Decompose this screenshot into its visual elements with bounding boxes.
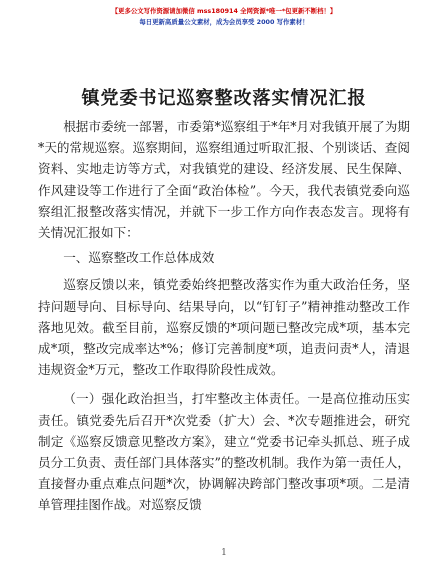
page-number: 1 xyxy=(221,548,227,558)
section-heading: 一、巡察整改工作总体成效 xyxy=(63,250,215,266)
intro-paragraph: 根据市委统一部署，市委第*巡察组于*年*月对我镇开展了为期*天的常规巡察。巡察期间，巡察组通过听取汇报、个别谈话、查阅资料、实地走访等方式，对我镇党的建设、经济发展、民生保障、作风建设等工作进行了全面“政治体检”。今天，我代表镇党委向巡察组汇报整改落实情况，并就下一步工作方向作表态发言。现将有关情况汇报如下： xyxy=(38,119,410,241)
banner-member-line: 每日更新高质量公文素材，成为会员享受 2000 写作素材！ xyxy=(139,18,309,26)
summary-paragraph: 巡察反馈以来，镇党委始终把整改落实作为重大政治任务，坚持问题导向、目标导向、结果导向，以“钉钉子”精神推动整改工作落地见效。截至目前，巡察反馈的*项问题已整改完成*项，基本完成*项，整改完成率达*%；修订完善制度*项，追责问责*人，清退违规资金*万元，整改工作取得阶段性成效。 xyxy=(38,277,410,378)
banner-promo-line: 【更多公文写作资源请加微信 mss180914 全网资源*唯一*包更新不断档！】 xyxy=(111,7,337,15)
document-body xyxy=(38,116,410,516)
subsection-paragraph: （一）强化政治担当，打牢整改主体责任。一是高位推动压实责任。镇党委先后召开*次党委（扩大）会、*次专题推进会，研究制定《巡察反馈意见整改方案》，建立“党委书记牵头抓总、班子成员分工负责、责任部门具体落实”的整改机制。我作为第一责任人，直接督办重点难点问题*次，协调解决跨部门整改事项*项。二是清单管理挂图作战。对巡察反馈 xyxy=(38,391,410,513)
document-title: 镇党委书记巡察整改落实情况汇报 xyxy=(81,88,367,109)
resource-banner xyxy=(0,6,448,28)
